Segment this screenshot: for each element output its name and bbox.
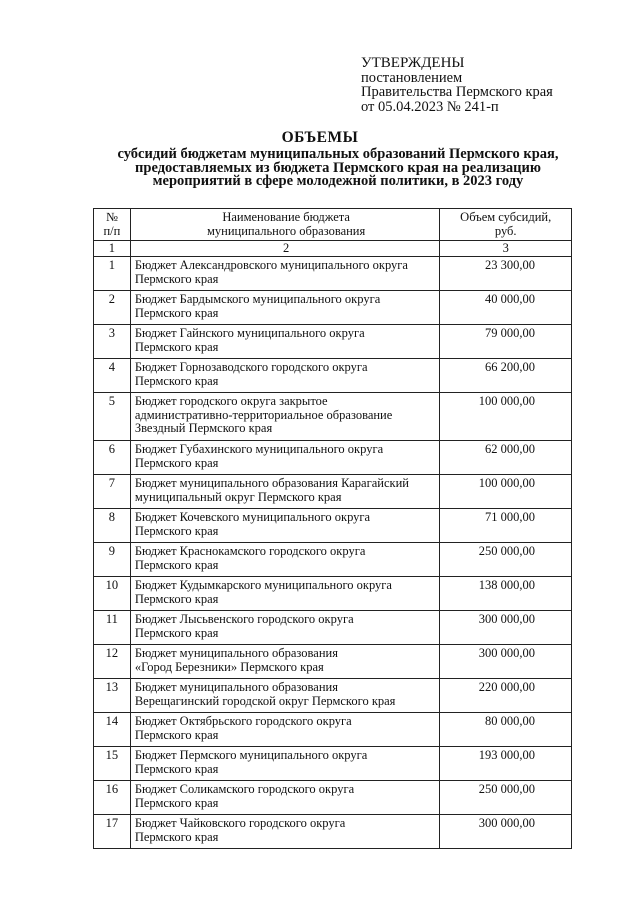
column-number-3: 3 xyxy=(440,241,572,257)
budget-name-line-3: Звездный Пермского края xyxy=(134,421,273,435)
row-budget-name xyxy=(130,543,440,577)
amount-value: 300 000,00 xyxy=(478,612,535,626)
header-amount-line-1: Объем субсидий, xyxy=(460,210,552,224)
table-row xyxy=(94,509,572,543)
budget-name-line-1: Бюджет муниципального образования xyxy=(134,646,338,660)
budget-name-line-2: Верещагинский городской округ Пермского края xyxy=(134,693,396,708)
row-number: 2 xyxy=(94,291,131,325)
row-budget-name xyxy=(130,577,440,611)
header-number-line-1: № xyxy=(105,210,118,224)
row-number: 13 xyxy=(94,679,131,713)
amount-value: 71 000,00 xyxy=(485,510,535,524)
header-name-line-1: Наименование бюджета xyxy=(222,210,350,224)
approval-line-2: Правительства Пермского края xyxy=(361,84,553,100)
row-budget-name xyxy=(130,713,440,747)
row-number: 10 xyxy=(94,577,131,611)
row-budget-name xyxy=(130,291,440,325)
table-row xyxy=(94,815,572,849)
budget-name-line-1: Бюджет Бардымского муниципального округа xyxy=(134,292,381,306)
budget-name-line-1: Бюджет Кудымкарского муниципального округа xyxy=(134,578,392,592)
budget-name-line-1: Бюджет городского округа закрытое xyxy=(134,394,328,408)
row-number: 15 xyxy=(94,747,131,781)
row-budget-name xyxy=(130,747,440,781)
amount-value: 193 000,00 xyxy=(478,748,535,762)
amount-value: 62 000,00 xyxy=(485,442,535,456)
row-amount xyxy=(440,509,572,543)
budget-name-line-1: Бюджет Пермского муниципального округа xyxy=(134,748,368,762)
budget-name-line-1: Бюджет Чайковского городского округа xyxy=(134,816,346,830)
subtitle-line-3: мероприятий в сфере молодежной политики, в 2023 году xyxy=(152,173,524,189)
budget-name-line-2: Пермского края xyxy=(134,591,219,606)
budget-name-line-1: Бюджет Соликамского городского округа xyxy=(134,782,355,796)
row-number: 7 xyxy=(94,475,131,509)
document-subtitle xyxy=(90,148,586,189)
row-budget-name xyxy=(130,475,440,509)
table-row xyxy=(94,611,572,645)
header-number-line-2: п/п xyxy=(103,223,121,238)
budget-name-line-1: Бюджет Краснокамского городского округа xyxy=(134,544,366,558)
amount-value: 100 000,00 xyxy=(478,394,535,408)
table-row xyxy=(94,781,572,815)
row-budget-name xyxy=(130,815,440,849)
budget-name-line-2: Пермского края xyxy=(134,557,219,572)
subsidy-table xyxy=(93,208,572,849)
budget-name-line-1: Бюджет муниципального образования Карагайский xyxy=(134,476,409,490)
row-budget-name xyxy=(130,645,440,679)
amount-value: 23 300,00 xyxy=(485,258,535,272)
amount-value: 79 000,00 xyxy=(485,326,535,340)
column-number-2: 2 xyxy=(130,241,440,257)
approval-stamp xyxy=(361,56,553,114)
budget-name-line-2: Пермского края xyxy=(134,625,219,640)
row-budget-name xyxy=(130,509,440,543)
table-row xyxy=(94,359,572,393)
budget-name-line-2: Пермского края xyxy=(134,761,219,776)
budget-name-line-1: Бюджет Октябрьского городского округа xyxy=(134,714,352,728)
budget-name-line-2: Пермского края xyxy=(134,373,219,388)
budget-name-line-1: Бюджет Губахинского муниципального округа xyxy=(134,442,384,456)
header-name xyxy=(130,209,440,241)
row-budget-name xyxy=(130,611,440,645)
budget-name-line-2: Пермского края xyxy=(134,339,219,354)
row-number: 4 xyxy=(94,359,131,393)
row-budget-name xyxy=(130,393,440,441)
row-number: 6 xyxy=(94,441,131,475)
document-title: ОБЪЕМЫ xyxy=(281,129,359,146)
row-amount xyxy=(440,747,572,781)
row-budget-name xyxy=(130,679,440,713)
row-number: 17 xyxy=(94,815,131,849)
budget-name-line-1: Бюджет Александровского муниципального округа xyxy=(134,258,408,272)
table-row xyxy=(94,291,572,325)
column-number-1: 1 xyxy=(94,241,131,257)
row-number: 14 xyxy=(94,713,131,747)
header-amount-line-2: руб. xyxy=(494,223,517,238)
row-number: 3 xyxy=(94,325,131,359)
header-number xyxy=(94,209,131,241)
row-amount xyxy=(440,611,572,645)
budget-name-line-1: Бюджет Горнозаводского городского округа xyxy=(134,360,368,374)
budget-name-line-1: Бюджет Кочевского муниципального округа xyxy=(134,510,371,524)
row-amount xyxy=(440,291,572,325)
budget-name-line-2: Пермского края xyxy=(134,727,219,742)
table-row xyxy=(94,475,572,509)
amount-value: 40 000,00 xyxy=(485,292,535,306)
row-budget-name xyxy=(130,359,440,393)
row-amount xyxy=(440,257,572,291)
table-row xyxy=(94,577,572,611)
amount-value: 250 000,00 xyxy=(478,544,535,558)
row-budget-name xyxy=(130,441,440,475)
column-number-row xyxy=(94,241,572,257)
row-number: 5 xyxy=(94,393,131,441)
row-number: 12 xyxy=(94,645,131,679)
approval-heading: УТВЕРЖДЕНЫ xyxy=(361,55,465,71)
amount-value: 250 000,00 xyxy=(478,782,535,796)
row-amount xyxy=(440,781,572,815)
table-row xyxy=(94,257,572,291)
amount-value: 138 000,00 xyxy=(478,578,535,592)
row-number: 9 xyxy=(94,543,131,577)
table-row xyxy=(94,325,572,359)
budget-name-line-2: административно-территориальное образование xyxy=(134,407,393,422)
row-budget-name xyxy=(130,257,440,291)
header-amount xyxy=(440,209,572,241)
row-amount xyxy=(440,577,572,611)
row-amount xyxy=(440,393,572,441)
budget-name-line-2: муниципальный округ Пермского края xyxy=(134,489,342,504)
amount-value: 100 000,00 xyxy=(478,476,535,490)
amount-value: 300 000,00 xyxy=(478,816,535,830)
row-number: 16 xyxy=(94,781,131,815)
approval-line-1: постановлением xyxy=(361,69,463,86)
budget-name-line-2: Пермского края xyxy=(134,795,219,810)
row-number: 11 xyxy=(94,611,131,645)
amount-value: 66 200,00 xyxy=(485,360,535,374)
budget-name-line-2: Пермского края xyxy=(134,455,219,470)
budget-name-line-2: Пермского края xyxy=(134,829,219,844)
row-amount xyxy=(440,815,572,849)
subtitle-line-2: предоставляемых из бюджета Пермского края на реализацию xyxy=(135,159,541,176)
table-row xyxy=(94,645,572,679)
table-row xyxy=(94,441,572,475)
budget-name-line-2: Пермского края xyxy=(134,305,219,320)
budget-name-line-1: Бюджет муниципального образования xyxy=(134,680,338,694)
table-row xyxy=(94,679,572,713)
row-budget-name xyxy=(130,325,440,359)
row-amount xyxy=(440,359,572,393)
row-amount xyxy=(440,325,572,359)
table-row xyxy=(94,713,572,747)
budget-name-line-2: Пермского края xyxy=(134,523,219,538)
row-number: 1 xyxy=(94,257,131,291)
subtitle-line-1: субсидий бюджетам муниципальных образований Пермского края, xyxy=(117,146,559,162)
header-name-line-2: муниципального образования xyxy=(206,223,366,238)
row-amount xyxy=(440,543,572,577)
table-row xyxy=(94,393,572,441)
row-number: 8 xyxy=(94,509,131,543)
table-row xyxy=(94,543,572,577)
amount-value: 80 000,00 xyxy=(485,714,535,728)
table-row xyxy=(94,747,572,781)
approval-line-3: от 05.04.2023 № 241-п xyxy=(361,98,499,115)
table-header-row xyxy=(94,209,572,241)
row-amount xyxy=(440,713,572,747)
budget-name-line-2: «Город Березники» Пермского края xyxy=(134,659,324,674)
amount-value: 300 000,00 xyxy=(478,646,535,660)
row-amount xyxy=(440,441,572,475)
budget-name-line-2: Пермского края xyxy=(134,271,219,286)
row-amount xyxy=(440,475,572,509)
row-budget-name xyxy=(130,781,440,815)
row-amount xyxy=(440,645,572,679)
amount-value: 220 000,00 xyxy=(478,680,535,694)
budget-name-line-1: Бюджет Лысьвенского городского округа xyxy=(134,612,354,626)
row-amount xyxy=(440,679,572,713)
budget-name-line-1: Бюджет Гайнского муниципального округа xyxy=(134,326,365,340)
